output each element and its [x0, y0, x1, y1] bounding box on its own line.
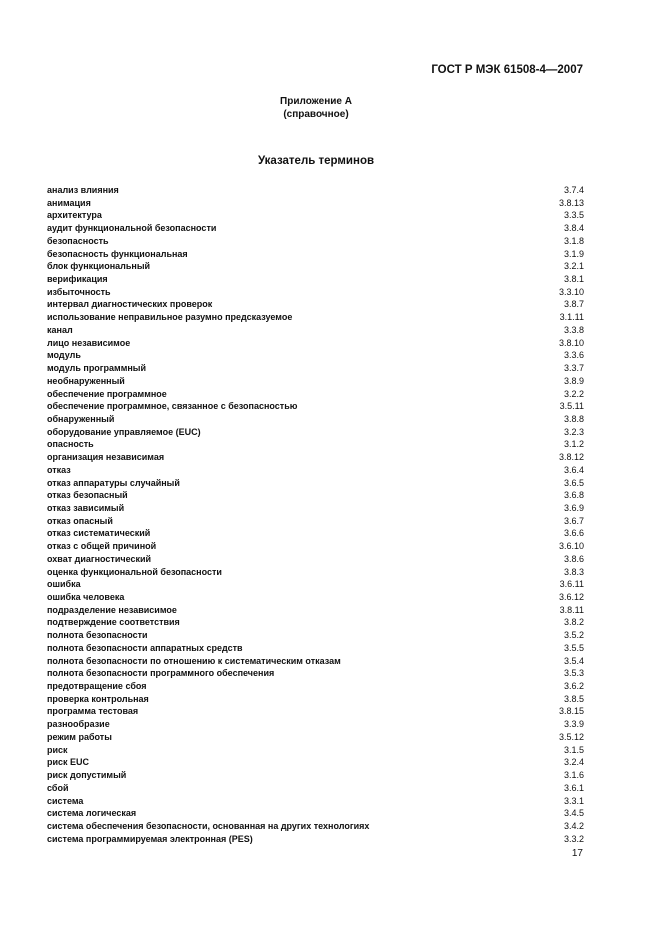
index-entry: [47, 515, 584, 528]
index-term: программа тестовая: [47, 706, 139, 717]
index-entry: [47, 197, 584, 210]
index-reference: 3.1.8: [563, 235, 584, 246]
index-reference: 3.5.11: [559, 401, 584, 412]
index-entry: [47, 820, 584, 833]
term-index-list: [47, 184, 584, 845]
index-reference: 3.8.12: [558, 452, 584, 463]
index-term: безопасность: [47, 235, 109, 246]
index-entry: [47, 731, 584, 744]
index-reference: 3.2.3: [563, 426, 584, 437]
index-reference: 3.8.5: [563, 693, 584, 704]
index-term: отказ с общей причиной: [47, 541, 157, 552]
index-reference: 3.5.3: [563, 668, 584, 679]
index-reference: 3.8.6: [563, 553, 584, 564]
index-reference: 3.8.13: [558, 197, 584, 208]
index-term: анализ влияния: [47, 185, 119, 195]
index-entry: [47, 375, 584, 388]
index-reference: 3.8.4: [563, 223, 584, 234]
index-term: разнообразие: [47, 719, 110, 730]
index-term: интервал диагностических проверок: [47, 299, 213, 310]
index-term: проверка контрольная: [47, 693, 149, 704]
index-reference: 3.7.4: [563, 185, 584, 195]
index-entry: [47, 489, 584, 502]
index-reference: 3.6.9: [563, 502, 584, 513]
index-reference: 3.3.1: [563, 795, 584, 806]
index-entry: [47, 693, 584, 706]
index-reference: 3.6.12: [558, 592, 584, 602]
index-reference: 3.5.4: [563, 655, 584, 666]
index-term: модуль: [47, 350, 81, 361]
index-term: отказ: [47, 464, 71, 475]
index-entry: [47, 616, 584, 629]
index-reference: 3.2.2: [563, 388, 584, 399]
index-term: риск EUC: [47, 757, 90, 768]
index-reference: 3.6.1: [563, 782, 584, 793]
index-term: отказ систематический: [47, 528, 151, 539]
index-term: сбой: [47, 782, 69, 793]
index-entry: [47, 667, 584, 680]
index-entry: [47, 578, 584, 591]
index-reference: 3.8.3: [563, 566, 584, 577]
index-entry: [47, 655, 584, 668]
index-entry: [47, 769, 584, 782]
index-reference: 3.3.7: [563, 363, 584, 374]
index-reference: 3.6.5: [563, 477, 584, 488]
index-term: режим работы: [47, 731, 112, 742]
page-number: 17: [571, 848, 583, 859]
index-term: полнота безопасности программного обеспечения: [47, 668, 275, 679]
index-entry: [47, 680, 584, 693]
index-reference: 3.3.2: [563, 833, 584, 844]
appendix-subtitle: (справочное): [283, 109, 349, 120]
index-entry: [47, 362, 584, 375]
index-entry: [47, 298, 584, 311]
index-term: обеспечение программное, связанное с безопасностью: [47, 401, 298, 412]
index-entry: [47, 438, 584, 451]
index-reference: 3.8.10: [558, 337, 584, 348]
index-reference: 3.2.4: [563, 757, 584, 768]
index-entry: [47, 833, 584, 846]
index-term: подтверждение соответствия: [47, 617, 180, 628]
index-term: верификация: [47, 274, 108, 285]
index-entry: [47, 426, 584, 439]
index-entry: [47, 705, 584, 718]
index-term: оборудование управляемое (EUC): [47, 426, 201, 437]
index-reference: 3.6.11: [559, 579, 584, 590]
index-reference: 3.1.6: [563, 770, 584, 781]
index-reference: 3.4.2: [563, 820, 584, 831]
index-term: обеспечение программное: [47, 388, 167, 399]
index-reference: 3.6.4: [563, 464, 584, 475]
index-entry: [47, 222, 584, 235]
index-reference: 3.1.11: [559, 312, 584, 323]
index-entry: [47, 642, 584, 655]
index-reference: 3.8.9: [563, 375, 584, 386]
index-term: безопасность функциональная: [47, 248, 188, 259]
index-reference: 3.1.5: [563, 744, 584, 755]
index-term: опасность: [47, 439, 94, 450]
index-entry: [47, 782, 584, 795]
index-reference: 3.6.7: [563, 515, 584, 526]
index-term: полнота безопасности по отношению к систематическим отказам: [47, 655, 341, 666]
index-term: полнота безопасности аппаратных средств: [47, 642, 243, 653]
index-entry: [47, 349, 584, 362]
index-entry: [47, 260, 584, 273]
index-reference: 3.1.9: [563, 248, 584, 259]
index-term: канал: [47, 324, 73, 335]
index-reference: 3.6.10: [558, 541, 584, 552]
index-entry: [47, 629, 584, 642]
index-term: отказ опасный: [47, 515, 113, 526]
index-term: анимация: [47, 197, 91, 208]
index-term: лицо независимое: [47, 337, 131, 348]
index-entry: [47, 464, 584, 477]
index-reference: 3.6.8: [563, 490, 584, 501]
index-reference: 3.5.2: [563, 630, 584, 641]
index-entry: [47, 807, 584, 820]
index-reference: 3.5.5: [563, 642, 584, 653]
index-entry: [47, 413, 584, 426]
document-header: ГОСТ Р МЭК 61508-4—2007: [431, 64, 583, 76]
index-term: избыточность: [47, 286, 111, 297]
index-reference: 3.6.6: [563, 528, 584, 539]
index-term: оценка функциональной безопасности: [47, 566, 222, 577]
index-reference: 3.2.1: [563, 261, 584, 272]
index-reference: 3.8.2: [563, 617, 584, 628]
index-term: архитектура: [47, 210, 102, 221]
index-entry: [47, 502, 584, 515]
index-entry: [47, 273, 584, 286]
index-reference: 3.6.2: [563, 681, 584, 692]
index-entry: [47, 324, 584, 337]
index-reference: 3.8.15: [558, 706, 584, 717]
index-reference: 3.1.2: [563, 439, 584, 450]
index-term: ошибка: [47, 579, 81, 590]
index-entry: [47, 527, 584, 540]
index-entry: [47, 744, 584, 757]
index-entry: [47, 184, 584, 197]
index-entry: [47, 248, 584, 261]
index-term: отказ безопасный: [47, 490, 128, 501]
index-term: система обеспечения безопасности, основанная на других технологиях: [47, 820, 370, 831]
index-term: обнаруженный: [47, 413, 115, 424]
index-entry: [47, 400, 584, 413]
index-reference: 3.5.12: [558, 731, 584, 742]
index-reference: 3.3.9: [563, 719, 584, 730]
index-term: система программируемая электронная (PES): [47, 833, 253, 844]
index-entry: [47, 553, 584, 566]
index-term: подразделение независимое: [47, 604, 177, 615]
index-term: система: [47, 795, 84, 806]
index-reference: 3.8.1: [563, 274, 584, 285]
index-reference: 3.3.8: [563, 324, 584, 335]
index-reference: 3.8.8: [563, 413, 584, 424]
index-entry: [47, 311, 584, 324]
index-term: предотвращение сбоя: [47, 681, 147, 692]
appendix-title: Приложение А: [280, 96, 352, 107]
index-entry: [47, 604, 584, 617]
index-entry: [47, 540, 584, 553]
index-term: блок функциональный: [47, 261, 151, 272]
index-term: риск допустимый: [47, 770, 127, 781]
index-term: использование неправильное разумно предсказуемое: [47, 312, 293, 323]
index-reference: 3.8.7: [563, 299, 584, 310]
index-entry: [47, 718, 584, 731]
index-entry: [47, 451, 584, 464]
index-reference: 3.4.5: [563, 808, 584, 819]
index-term: охват диагностический: [47, 553, 152, 564]
index-entry: [47, 756, 584, 769]
index-entry: [47, 566, 584, 579]
index-term: отказ зависимый: [47, 502, 125, 513]
index-term: необнаруженный: [47, 375, 125, 386]
index-term: полнота безопасности: [47, 630, 148, 641]
index-entry: [47, 209, 584, 222]
index-term: модуль программный: [47, 363, 147, 374]
index-reference: 3.3.6: [563, 350, 584, 361]
index-term: ошибка человека: [47, 592, 125, 602]
section-title: Указатель терминов: [257, 155, 375, 167]
index-term: организация независимая: [47, 452, 165, 463]
index-entry: [47, 235, 584, 248]
index-reference: 3.3.5: [563, 210, 584, 221]
index-term: риск: [47, 744, 68, 755]
index-term: система логическая: [47, 808, 137, 819]
index-entry: [47, 286, 584, 299]
index-entry: [47, 477, 584, 490]
index-term: отказ аппаратуры случайный: [47, 477, 180, 488]
index-reference: 3.8.11: [559, 604, 584, 615]
index-term: аудит функциональной безопасности: [47, 223, 217, 234]
index-entry: [47, 795, 584, 808]
index-entry: [47, 388, 584, 401]
index-entry: [47, 337, 584, 350]
index-entry: [47, 591, 584, 604]
index-reference: 3.3.10: [558, 286, 584, 297]
appendix-heading: [0, 95, 632, 121]
